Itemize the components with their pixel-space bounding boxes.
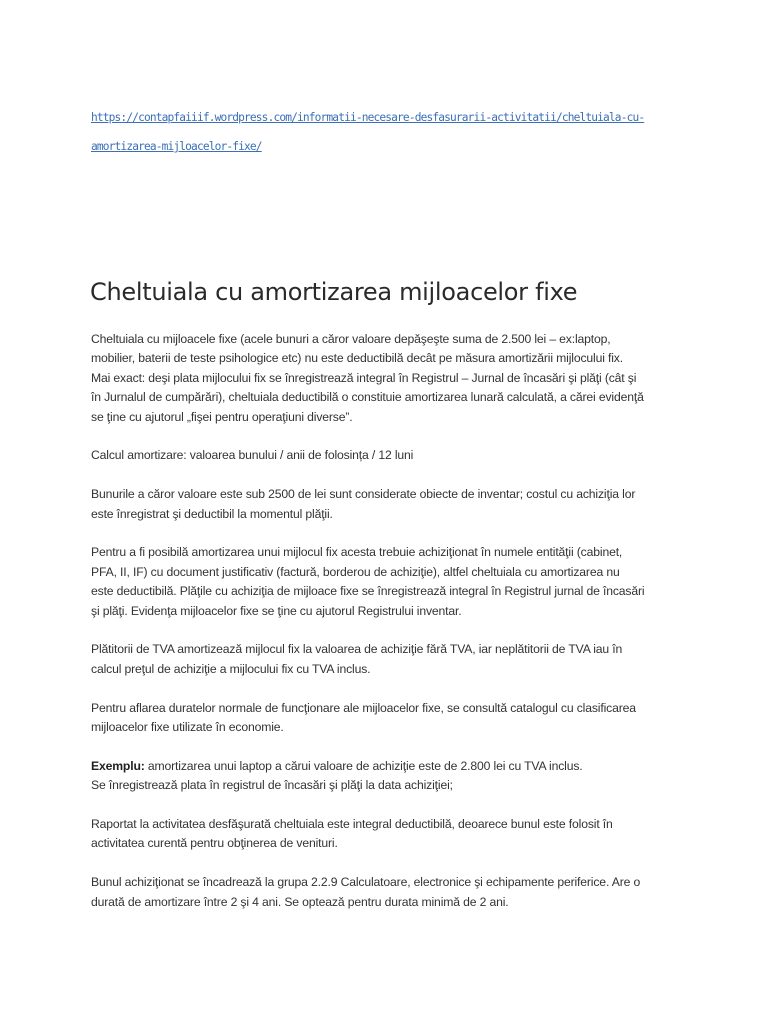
paragraph-deductible (91, 815, 691, 854)
article-body (91, 330, 691, 931)
text-line: Bunurile a căror valoare este sub 2500 de lei sunt considerate obiecte de inventar; costul cu achiziţia lor (91, 487, 636, 502)
text-line: Raportat la activitatea desfăşurată cheltuiala este integral deductibilă, deoarece bunul este folosit în (91, 817, 613, 832)
paragraph-example (91, 757, 691, 796)
text-line: mobilier, baterii de teste psihologice etc) nu este deductibilă decât pe măsura amortizării mijlocului fix. (91, 351, 623, 366)
text-line: Pentru aflarea duratelor normale de funcţionare ale mijloacelor fixe, se consultă catalogul cu clasificarea (91, 700, 636, 715)
text-line: calcul preţul de achiziţie a mijlocului fix cu TVA inclus. (91, 661, 371, 676)
text-line: mijloacelor fixe utilizate în economie. (91, 720, 284, 735)
paragraph-formula (91, 446, 691, 465)
text-line: Calcul amortizare: valoarea bunului / anii de folosința / 12 luni (91, 448, 414, 463)
article-title: Cheltuiala cu amortizarea mijloacelor fixe (90, 278, 578, 306)
paragraph-inventory-items (91, 485, 691, 524)
paragraph-vat (91, 640, 691, 679)
text-line: Se înregistrează plata în registrul de încasări şi plăţi la data achiziţiei; (91, 778, 453, 793)
text-line (91, 757, 691, 776)
text-line: Cheltuiala cu mijloacele fixe (acele bunuri a căror valoare depăşeşte suma de 2.500 lei – ex:laptop, (91, 332, 611, 346)
text-line: PFA, II, IF) cu document justificativ (factură, borderou de achiziţie), altfel cheltuiala cu amortizarea nu (91, 564, 620, 579)
text-line: durată de amortizare între 2 şi 4 ani. Se optează pentru durata minimă de 2 ani. (91, 894, 509, 909)
source-link[interactable] (91, 103, 691, 161)
text-line: Plătitorii de TVA amortizează mijlocul fix la valoarea de achiziţie fără TVA, iar neplătitorii de TVA iau în (91, 642, 623, 657)
source-link-line-2[interactable]: amortizarea-mijloacelor-fixe/ (91, 140, 262, 153)
text-line: Bunul achiziţionat se încadrează la grupa 2.2.9 Calculatoare, electronice şi echipamente periferice. Are o (91, 875, 641, 890)
paragraph-intro (91, 330, 691, 427)
paragraph-depreciation-group (91, 873, 691, 912)
text-line: Mai exact: deşi plata mijlocului fix se înregistrează integral în Registrul – Jurnal de încasări şi plăţi (cât şi (91, 370, 637, 385)
text-line: în Jurnalul de cumpărări), cheltuiala deductibilă o constituie amortizarea lunară calculată, a cărei evidenţă (91, 390, 644, 405)
text-line: este înregistrat şi deductibil la momentul plăţii. (91, 506, 333, 521)
text-line: activitatea curentă pentru obţinerea de venituri. (91, 836, 338, 851)
example-label: Exemplu: (91, 758, 145, 773)
paragraph-catalog (91, 699, 691, 738)
text-line: se ţine cu ajutorul „fişei pentru operaţiuni diverse”. (91, 409, 353, 424)
text-line: este deductibilă. Plăţile cu achiziţia de mijloace fixe se înregistrează integral în Registrul jurnal de încasări (91, 584, 645, 599)
example-text: amortizarea unui laptop a cărui valoare de achiziţie este de 2.800 lei cu TVA inclus. (144, 758, 583, 773)
text-line: Pentru a fi posibilă amortizarea unui mijlocul fix acesta trebuie achiziţionat în numele entităţii (cabinet, (91, 545, 623, 560)
text-line: şi plăţi. Evidenţa mijloacelor fixe se ţine cu ajutorul Registrului inventar. (91, 603, 462, 618)
paragraph-conditions (91, 543, 691, 621)
source-link-line-1[interactable]: https://contapfaiiif.wordpress.com/informatii-necesare-desfasurarii-activitatii/cheltuiala-cu- (91, 111, 645, 124)
